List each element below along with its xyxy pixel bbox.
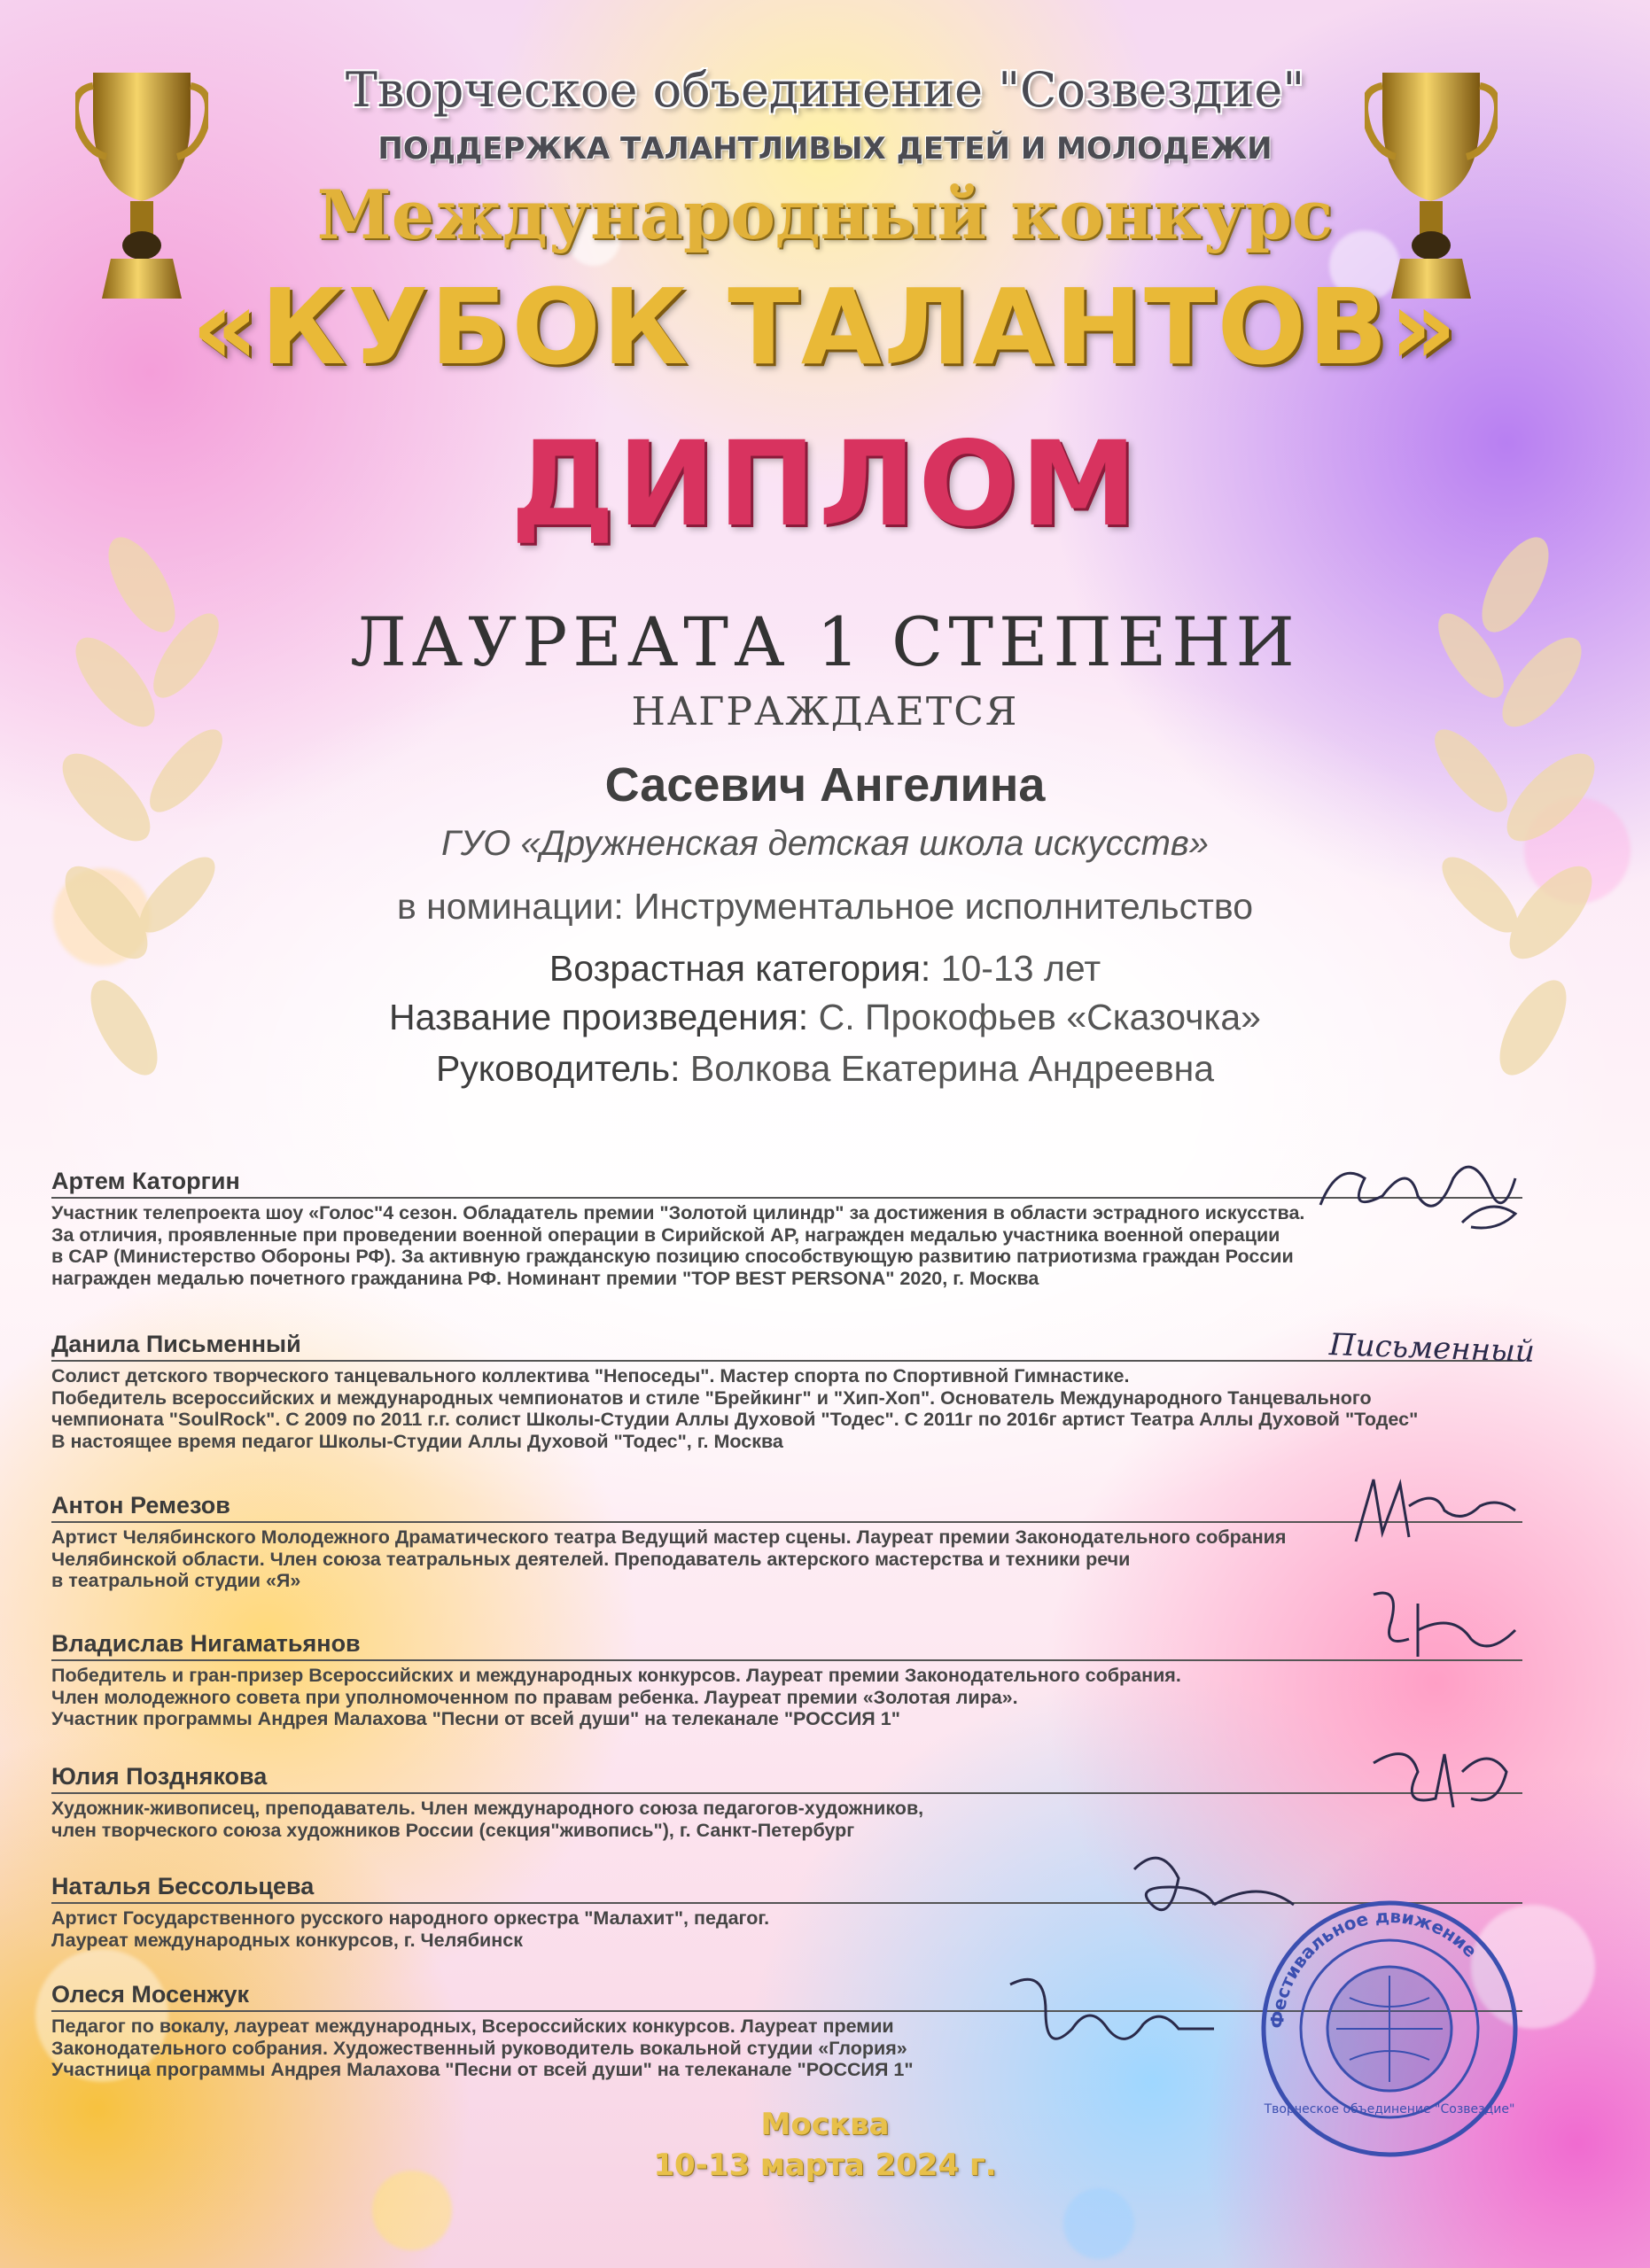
jury-member — [51, 1492, 1522, 1592]
jury-member — [51, 1630, 1522, 1730]
school-name: ГУО «Дружненская детская школа искусств» — [440, 824, 1210, 863]
organization-subtitle: ПОДДЕРЖКА ТАЛАНТЛИВЫХ ДЕТЕЙ И МОЛОДЕЖИ — [377, 131, 1273, 167]
stamp-inner-text: Творческое объединение "Созвездие" — [1264, 2102, 1515, 2117]
work-title-label: Название произведения: — [389, 997, 809, 1037]
signature-mosenzhuk — [992, 1967, 1223, 2064]
age-category-line — [0, 948, 1650, 990]
leader-line — [0, 1048, 1650, 1090]
footer-city: Москва — [760, 2107, 890, 2142]
leader-value: Волкова Екатерина Андреевна — [689, 1048, 1215, 1089]
jury-member-bio: Артист Челябинского Молодежного Драматического театра Ведущий мастер сцены. Лауреат премии Законодательного собрания Челябинской области. Член союза театральных деятелей. Преподаватель актерского мастерства и техники речи в театральной студии «Я» — [51, 1526, 1287, 1591]
award-degree: ЛАУРЕАТА 1 СТЕПЕНИ — [350, 602, 1300, 681]
age-category-value: 10-13 лет — [940, 948, 1101, 989]
jury-member-bio: Солист детского творческого танцевального коллектива "Непоседы". Мастер спорта по Спортивной Гимнастике. Победитель всероссийских и международных чемпионатов и стиле "Брейкинг" и "Хип-Хоп". Основатель Международного Танцевального чемпионата "SoulRock". С 2009 по 2011 г.г. солист Школы-Студии Аллы Духовой "Тодес". С 2011г по 2016г артист Театра Аллы Духовой "Тодес" В настоящее время педагог Школы-Студии Аллы Духовой "Тодес", г. Москва — [51, 1365, 1419, 1452]
jury-member-name: Олеся Мосенжук — [51, 1981, 1522, 2012]
jury-member-name: Артем Каторгин — [51, 1168, 1522, 1199]
nomination-value: Инструментальное исполнительство — [634, 886, 1254, 927]
bokeh-light — [1063, 2188, 1134, 2259]
jury-member-name: Антон Ремезов — [51, 1492, 1522, 1523]
leader-label: Руководитель: — [435, 1048, 681, 1089]
jury-member-name: Данила Письменный — [51, 1331, 1522, 1362]
diploma-title: ДИПЛОМ — [510, 416, 1140, 553]
signature-remezov — [1347, 1471, 1524, 1550]
jury-member-bio: Участник телепроекта шоу «Голос"4 сезон. Обладатель премии "Золотой цилиндр" за достижения в области эстрадного искусства. За отличия, проявленные при проведении военной операции в Сирийской АР, награжден медалью участника военной операции в САР (Министерство Обороны РФ). За активную гражданскую позицию способствующую развитию патриотизма граждан России награжден медалью почетного гражданина РФ. Номинант премии "TOP BEST PERSONA" 2020, г. Москва — [51, 1202, 1305, 1289]
jury-member-bio: Педагог по вокалу, лауреат международных, Всероссийских конкурсов. Лауреат премии Законодательного собрания. Художественный руководитель вокальной студии «Глория» Участница программы Андрея Малахова "Песни от всей души" на телеканале "РОССИЯ 1" — [51, 2016, 914, 2080]
jury-member-bio: Артист Государственного русского народного оркестра "Малахит", педагог. Лауреат международных конкурсов, г. Челябинск — [51, 1907, 770, 1951]
jury-member-name: Наталья Бессольцева — [51, 1873, 1522, 1904]
signature-pozdnyakova — [1356, 1736, 1524, 1834]
signature-nigamatyanov — [1365, 1577, 1524, 1674]
nomination-line — [0, 886, 1650, 928]
jury-member-bio: Художник-живописец, преподаватель. Член международного союза педагогов-художников, член творческого союза художников России (секция"живопись"), г. Санкт-Петербург — [51, 1798, 924, 1841]
jury-member-bio: Победитель и гран-призер Всероссийских и международных конкурсов. Лауреат премии Законодательного собрания. Член молодежного совета при уполномоченном по правам ребенка. Лауреат премии «Золотая лира». Участник программы Андрея Малахова "Песни от всей души" на телеканале "РОССИЯ 1" — [51, 1665, 1181, 1729]
signature-pismenny: Письменный — [1328, 1326, 1536, 1371]
cup-title: «КУБОК ТАЛАНТОВ» — [191, 266, 1459, 388]
organization-title: Творческое объединение "Созвездие" — [345, 62, 1305, 118]
jury-member-name: Владислав Нигаматьянов — [51, 1630, 1522, 1661]
jury-member — [51, 1168, 1522, 1289]
stamp-outer-text: Фестивальное движение — [1265, 1905, 1482, 2030]
work-title-value: С. Прокофьев «Сказочка» — [818, 997, 1261, 1037]
signature-katorgin — [1311, 1143, 1524, 1249]
jury-member — [51, 1331, 1522, 1452]
footer-date: 10-13 марта 2024 г. — [653, 2148, 997, 2183]
jury-member-name: Юлия Позднякова — [51, 1763, 1522, 1794]
nomination-label: в номинации: — [396, 886, 624, 927]
awarded-label: НАГРАЖДАЕТСЯ — [631, 689, 1019, 734]
work-title-line — [0, 997, 1650, 1038]
recipient-name: Сасевич Ангелина — [604, 758, 1046, 812]
jury-member — [51, 1763, 1522, 1841]
age-category-label: Возрастная категория: — [549, 948, 931, 989]
contest-title: Международный конкурс — [316, 175, 1334, 254]
